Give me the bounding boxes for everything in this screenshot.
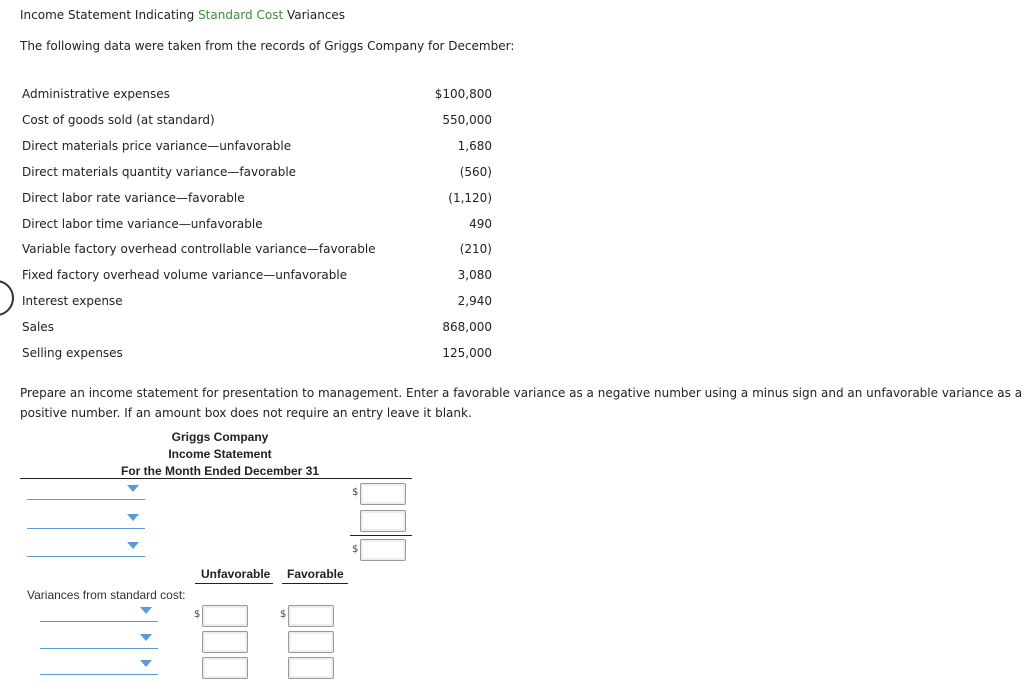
data-row-label: Cost of goods sold (at standard) bbox=[22, 112, 215, 127]
dollar-sign: $ bbox=[352, 487, 359, 498]
data-row bbox=[22, 294, 492, 314]
chevron-down-icon bbox=[140, 660, 152, 667]
instructions: Prepare an income statement for presentation to management. Enter a favorable variance as a negative number using a minus sign and an unfavorable variance as a positive number. If an amount box does not require an entry leave it blank. bbox=[20, 386, 1023, 420]
data-row bbox=[22, 191, 492, 211]
data-row-label: Sales bbox=[22, 320, 54, 335]
amount-input[interactable] bbox=[360, 539, 406, 561]
favorable-input[interactable] bbox=[288, 657, 334, 679]
dollar-sign: $ bbox=[352, 544, 359, 555]
favorable-input[interactable] bbox=[288, 605, 334, 627]
data-row-value: (560) bbox=[459, 164, 492, 179]
unfavorable-input[interactable] bbox=[202, 657, 248, 679]
variances-label: Variances from standard cost: bbox=[27, 588, 186, 602]
data-row-value: (1,120) bbox=[448, 190, 492, 205]
unfavorable-rule bbox=[195, 583, 273, 584]
data-row-value: 125,000 bbox=[442, 346, 492, 360]
data-row-value: (210) bbox=[459, 242, 492, 257]
data-row-label: Administrative expenses bbox=[22, 87, 170, 101]
chevron-down-icon bbox=[127, 514, 139, 521]
statement-name: Income Statement bbox=[168, 447, 272, 461]
favorable-input[interactable] bbox=[288, 631, 334, 653]
title-highlight: Standard Cost bbox=[198, 8, 284, 22]
header-rule bbox=[20, 478, 412, 479]
company-name: Griggs Company bbox=[171, 430, 269, 444]
data-row bbox=[22, 320, 492, 340]
chevron-down-icon bbox=[140, 634, 152, 641]
data-row bbox=[22, 242, 492, 262]
data-row-label: Direct labor time variance—unfavorable bbox=[22, 216, 263, 231]
margin-circle bbox=[0, 280, 14, 316]
account-dropdown[interactable] bbox=[27, 481, 145, 500]
data-row-label: Selling expenses bbox=[22, 346, 123, 360]
data-row bbox=[22, 165, 492, 185]
dollar-sign: $ bbox=[280, 609, 287, 620]
amount-input[interactable] bbox=[360, 510, 406, 532]
intro-text: The following data were taken from the records of Griggs Company for December: bbox=[20, 39, 515, 53]
unfavorable-input[interactable] bbox=[202, 631, 248, 653]
data-row-value: 3,080 bbox=[457, 268, 492, 283]
data-row bbox=[22, 217, 492, 237]
variance-dropdown[interactable] bbox=[40, 656, 158, 675]
subtotal-rule bbox=[350, 535, 412, 536]
chevron-down-icon bbox=[127, 485, 139, 492]
data-row-label: Direct materials price variance—unfavorable bbox=[22, 138, 292, 153]
favorable-rule bbox=[282, 583, 348, 584]
data-row-label: Variable factory overhead controllable variance—favorable bbox=[22, 242, 376, 257]
data-row-value: 868,000 bbox=[442, 320, 492, 335]
amount-input[interactable] bbox=[360, 483, 406, 505]
data-row-label: Fixed factory overhead volume variance—unfavorable bbox=[22, 268, 348, 283]
data-row-label: Interest expense bbox=[22, 294, 123, 309]
page-title: Income Statement Indicating Standard Cost Variances bbox=[20, 8, 346, 22]
account-dropdown[interactable] bbox=[27, 510, 145, 529]
variance-dropdown[interactable] bbox=[40, 603, 158, 622]
data-row-value: 550,000 bbox=[442, 112, 492, 127]
data-row-value: 490 bbox=[469, 216, 492, 231]
favorable-header: Favorable bbox=[287, 567, 344, 581]
data-row-label: Direct materials quantity variance—favorable bbox=[22, 164, 297, 179]
variance-dropdown[interactable] bbox=[40, 630, 158, 649]
dollar-sign: $ bbox=[194, 609, 201, 620]
data-row bbox=[22, 113, 492, 133]
unfavorable-input[interactable] bbox=[202, 605, 248, 627]
data-row-label: Direct labor rate variance—favorable bbox=[22, 190, 245, 205]
data-row-value: 2,940 bbox=[457, 294, 492, 309]
account-dropdown[interactable] bbox=[27, 538, 145, 557]
data-row-value: $100,800 bbox=[434, 87, 492, 101]
data-row bbox=[22, 346, 492, 366]
chevron-down-icon bbox=[140, 607, 152, 614]
unfavorable-header: Unfavorable bbox=[201, 567, 271, 581]
data-row-value: 1,680 bbox=[457, 138, 492, 153]
statement-period: For the Month Ended December 31 bbox=[120, 464, 320, 478]
data-row bbox=[22, 139, 492, 159]
chevron-down-icon bbox=[127, 542, 139, 549]
data-row bbox=[22, 87, 492, 107]
data-row bbox=[22, 268, 492, 288]
